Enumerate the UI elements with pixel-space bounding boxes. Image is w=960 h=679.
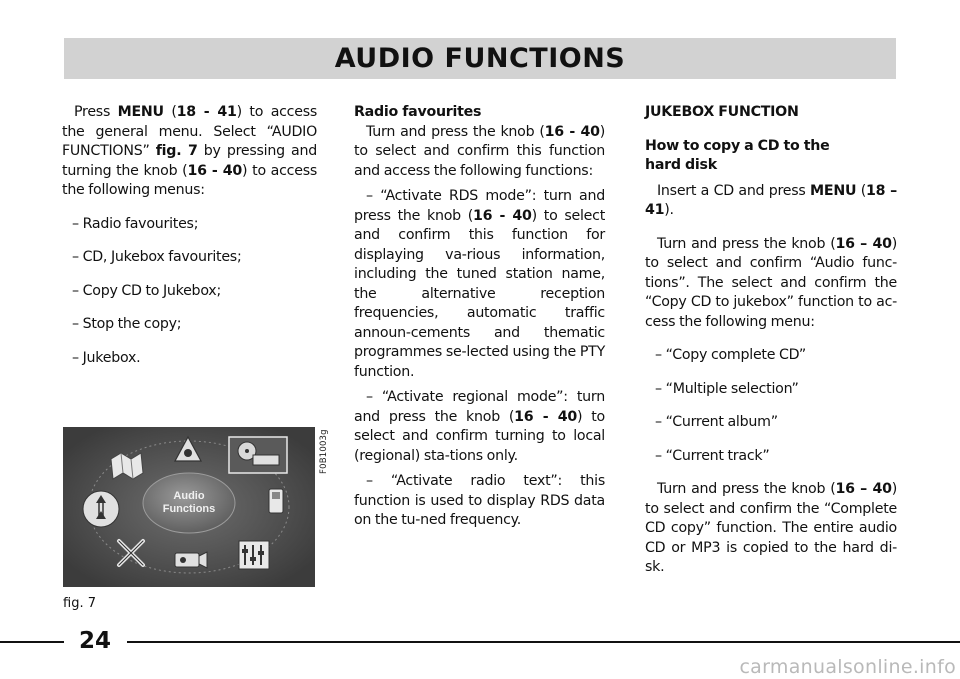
rds-mode-paragraph: – “Activate RDS mode”: turn and press the knob (16 - 40) to select and confirm this function for displaying va-rious information, including the tuned station name, the alternative reception frequencies, automatic traffic announ-cements and thematic programmes se-lected using the PTY function. — [354, 188, 606, 380]
watermark-text: carmanualsonline.info — [739, 656, 956, 678]
settings-panel-icon — [239, 541, 269, 569]
menu-list-item: – Jukebox. — [72, 349, 141, 366]
cd-jukebox-icon — [229, 437, 287, 473]
audio-functions-screen-illustration — [63, 427, 315, 587]
footer-rule-left — [0, 641, 64, 643]
complete-copy-paragraph: Turn and press the knob (16 – 40) to select and confirm the “Complete CD copy” function. The entire audio CD or MP3 is copied to the hard di-sk. — [645, 481, 897, 575]
footer-rule-right — [127, 641, 960, 643]
menu-list-item: – Stop the copy; — [72, 316, 182, 332]
column-jukebox — [645, 103, 897, 578]
mobile-phone-icon — [269, 489, 283, 513]
radio-favourites-intro: Turn and press the knob (16 - 40) to select and confirm this function and access the following functions: — [354, 123, 605, 179]
copy-menu-item: – “Copy complete CD” — [655, 347, 807, 363]
navigation-arrows-icon — [83, 491, 119, 527]
center-label-line2: Functions — [162, 503, 216, 515]
audio-functions-screen-figure — [63, 427, 315, 587]
page-number: 24 — [78, 628, 111, 654]
copy-menu-item: – “Current album” — [655, 414, 778, 430]
center-label-line1: Audio — [173, 490, 205, 502]
radio-favourites-heading: Radio favourites — [354, 104, 482, 120]
insert-cd-paragraph: Insert a CD and press MENU (18 – 41). — [645, 182, 898, 218]
section-header-bar — [64, 38, 896, 79]
copy-menu-item: – “Multiple selection” — [655, 380, 799, 397]
radio-text-paragraph: – “Activate radio text”: this function is used to display RDS data on the tu-ned frequency. — [354, 473, 605, 528]
menu-list-item: – CD, Jukebox favourites; — [72, 249, 242, 265]
copy-menu-item: – “Current track” — [655, 447, 770, 464]
section-title: AUDIO FUNCTIONS — [334, 43, 626, 74]
intro-paragraph: Press MENU (18 - 41) to access the general menu. Select “AUDIO FUNCTIONS” fig. 7 by pressing and turning the knob (16 - 40) to access the following menus: — [62, 104, 317, 198]
menu-list-item: – Radio favourites; — [72, 215, 199, 232]
menu-list-item: – Copy CD to Jukebox; — [72, 282, 221, 299]
column-intro — [62, 103, 317, 368]
regional-mode-paragraph: – “Activate regional mode”: turn and press the knob (16 - 40) to select and confirm turning to local (regional) sta-tions only. — [354, 389, 605, 464]
map-icon — [111, 453, 143, 479]
video-camera-icon — [175, 552, 207, 568]
select-audio-functions-paragraph: Turn and press the knob (16 – 40) to select and confirm “Audio func-tions”. The select and confirm the “Copy CD to jukebox” function to ac-cess the following menu: — [645, 235, 897, 330]
figure-caption: fig. 7 — [63, 596, 96, 611]
column-radio-favourites — [354, 103, 605, 531]
copy-cd-subheading: How to copy a CD to the hard disk — [645, 137, 830, 173]
jukebox-heading: JUKEBOX FUNCTION — [645, 104, 799, 120]
figure-code: F0B1003g — [319, 429, 329, 475]
